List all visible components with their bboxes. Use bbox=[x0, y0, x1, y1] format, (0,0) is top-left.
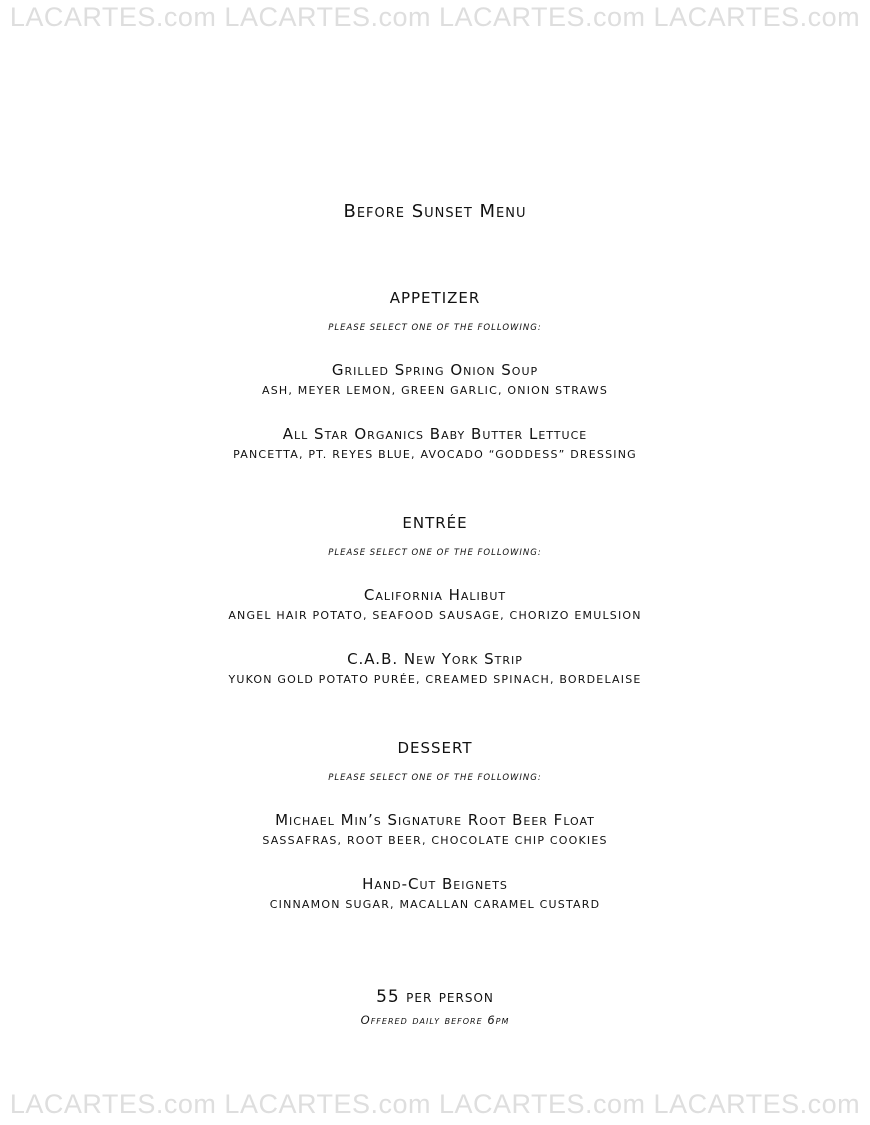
dish-description-root-beer-float: SASSAFRAS, ROOT BEER, CHOCOLATE CHIP COOKIES bbox=[262, 834, 608, 847]
dish-name-onion-soup: Grilled Spring Onion Soup bbox=[331, 361, 539, 379]
menu-title: Before Sunset Menu bbox=[343, 201, 527, 222]
dish-description-butter-lettuce: PANCETTA, PT. REYES BLUE, AVOCADO “GODDESS” DRESSING bbox=[233, 448, 637, 461]
dish-description-halibut: ANGEL HAIR POTATO, SEAFOOD SAUSAGE, CHORIZO EMULSION bbox=[228, 609, 642, 622]
section-note-dessert: PLEASE SELECT ONE OF THE FOLLOWING: bbox=[328, 773, 542, 783]
watermark-top: LACARTES.com LACARTES.com LACARTES.com LACARTES.com bbox=[9, 2, 861, 32]
dish-name-ny-strip: C.A.B. New York Strip bbox=[347, 650, 523, 668]
menu-price: 55 per person bbox=[376, 987, 494, 1007]
dish-name-root-beer-float: Michael Min’s Signature Root Beer Float bbox=[275, 811, 595, 829]
menu-price-note: Offered daily before 6pm bbox=[360, 1013, 510, 1027]
section-heading-entree: ENTRÉE bbox=[402, 514, 468, 532]
dish-name-beignets: Hand-Cut Beignets bbox=[362, 875, 508, 893]
section-note-appetizer: PLEASE SELECT ONE OF THE FOLLOWING: bbox=[328, 323, 542, 333]
section-heading-dessert: DESSERT bbox=[397, 739, 473, 757]
watermark-bottom: LACARTES.com LACARTES.com LACARTES.com LACARTES.com bbox=[9, 1089, 861, 1119]
dish-name-butter-lettuce: All Star Organics Baby Butter Lettuce bbox=[282, 425, 588, 443]
section-note-entree: PLEASE SELECT ONE OF THE FOLLOWING: bbox=[328, 548, 542, 558]
dish-description-ny-strip: YUKON GOLD POTATO PURÉE, CREAMED SPINACH, BORDELAISE bbox=[228, 673, 642, 686]
dish-name-halibut: California Halibut bbox=[363, 586, 507, 604]
section-heading-appetizer: APPETIZER bbox=[389, 289, 481, 307]
dish-description-onion-soup: ASH, MEYER LEMON, GREEN GARLIC, ONION STRAWS bbox=[262, 384, 608, 397]
dish-description-beignets: CINNAMON SUGAR, MACALLAN CARAMEL CUSTARD bbox=[269, 898, 601, 911]
